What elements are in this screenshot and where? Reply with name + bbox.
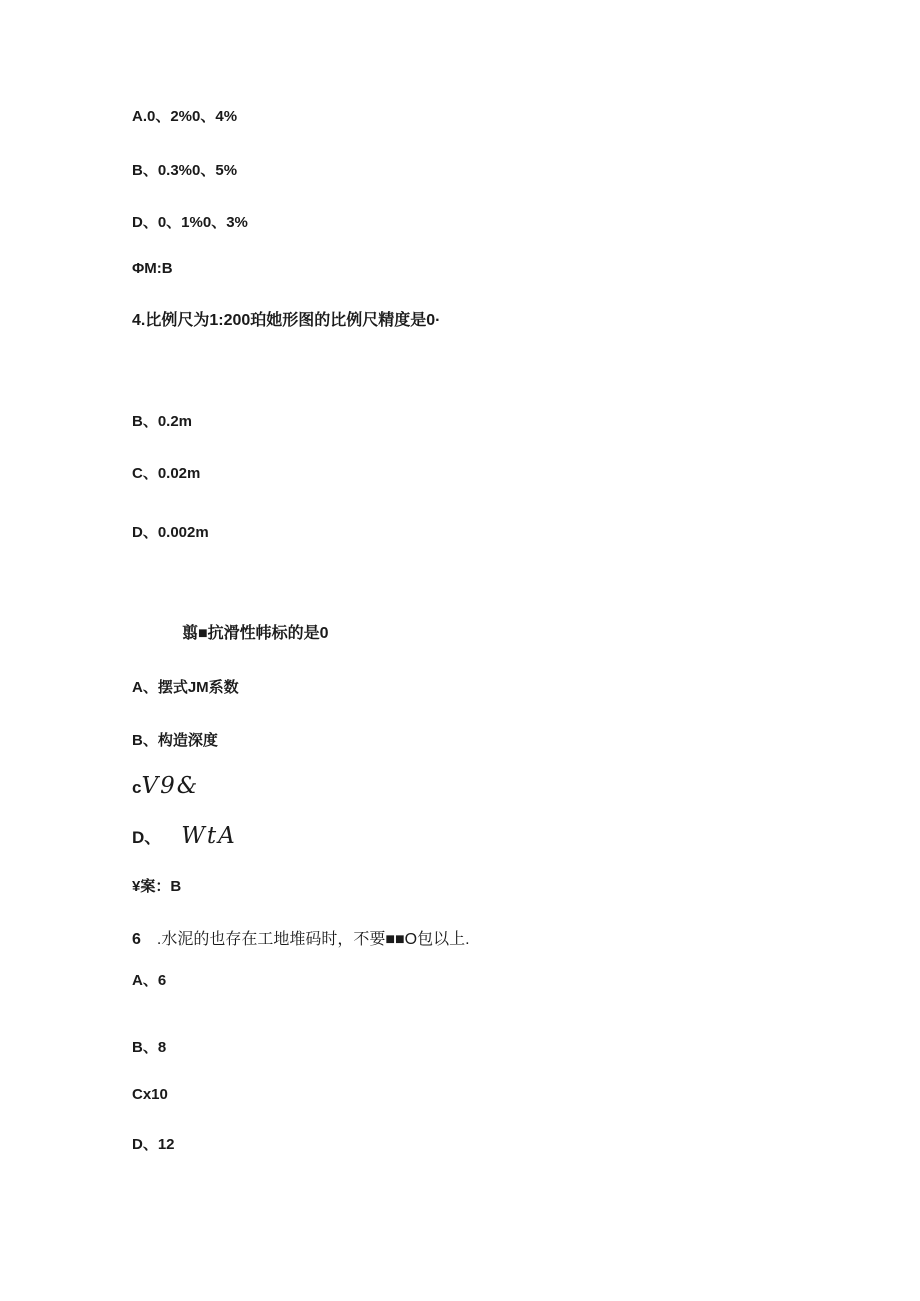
q6-stem-line xyxy=(132,930,470,950)
q6-number: 6 xyxy=(132,931,141,948)
q5-answer: ¥案：B xyxy=(132,878,182,895)
q5-option-a: A、摆式JM系数 xyxy=(132,679,239,696)
q5-option-c xyxy=(132,773,200,799)
q4-stem: 4.比例尺为1:200珀她形图的比例尺精度是0· xyxy=(132,312,441,329)
q6-option-a: A、6 xyxy=(132,972,167,989)
q3-option-b: B、0.3%0、5% xyxy=(132,162,238,179)
q5-option-c-text: V9& xyxy=(141,773,200,799)
q4-option-b: B、0.2m xyxy=(132,413,193,430)
q4-option-c: C、0.02m xyxy=(132,465,201,482)
q6-option-b: B、8 xyxy=(132,1039,167,1056)
q5-option-d-text: WtA xyxy=(181,823,237,849)
q3-option-d: D、0、1%0、3% xyxy=(132,214,248,231)
q3-option-a: A.0、2%0、4% xyxy=(132,108,238,125)
q3-answer: ΦM:B xyxy=(132,260,173,277)
q5-option-b: B、构造深度 xyxy=(132,732,218,749)
q5-option-d xyxy=(132,823,237,849)
q5-option-c-prefix: c xyxy=(132,778,142,797)
q5-option-d-prefix: D、 xyxy=(132,828,162,847)
q6-option-d: D、12 xyxy=(132,1136,175,1153)
q4-option-d: D、0.002m xyxy=(132,524,209,541)
q6-stem: .水泥的也存在工地堆码时，不要■■O包以上. xyxy=(156,931,470,948)
q6-option-c: Cx10 xyxy=(132,1086,168,1103)
q5-stem: 翦■抗滑性帏标的是0 xyxy=(182,625,329,642)
